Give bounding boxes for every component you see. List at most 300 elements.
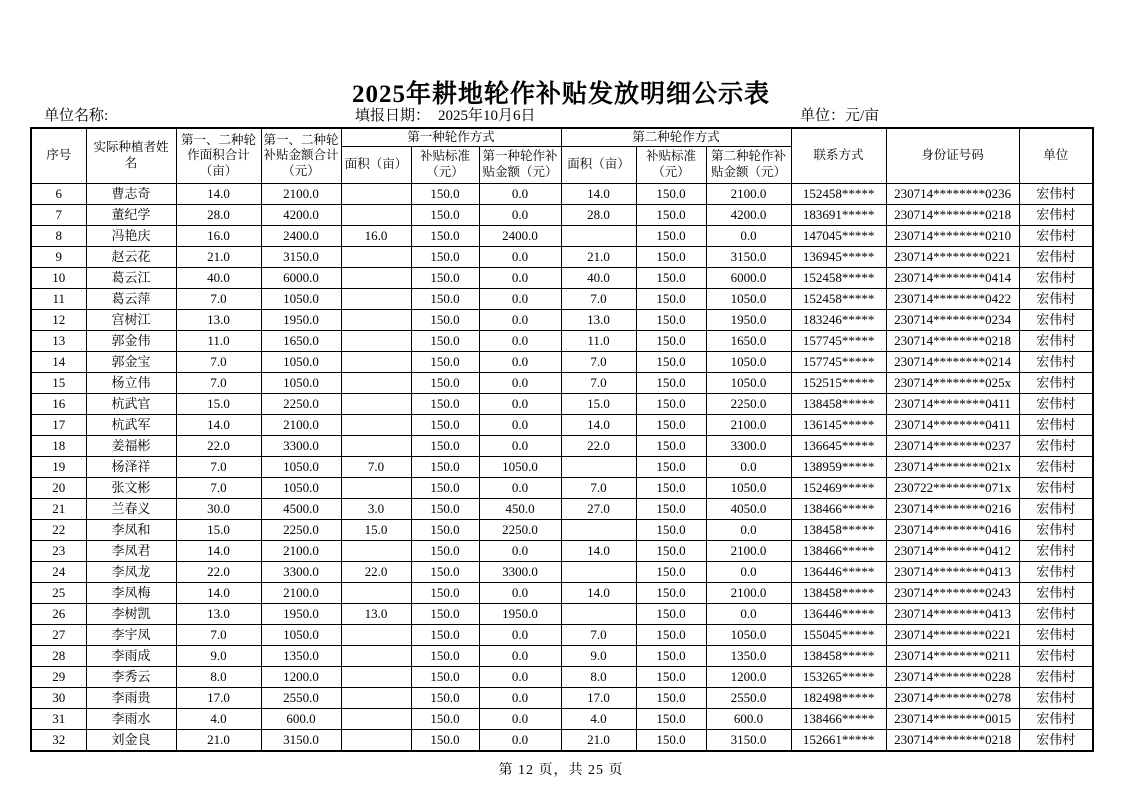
cell-unit: 宏伟村: [1019, 520, 1093, 541]
cell-area-total: 13.0: [176, 604, 261, 625]
cell-id-number: 230714********0015: [886, 709, 1019, 730]
cell-name: 宫树江: [86, 310, 176, 331]
cell-contact: 157745*****: [791, 331, 886, 352]
cell-r1-area: [341, 247, 411, 268]
cell-r2-area: 14.0: [561, 583, 636, 604]
cell-name: 冯艳庆: [86, 226, 176, 247]
cell-r2-amount: 4200.0: [706, 205, 791, 226]
cell-contact: 138458*****: [791, 520, 886, 541]
cell-r1-amount: 0.0: [479, 478, 561, 499]
cell-amount-total: 1050.0: [261, 625, 341, 646]
cell-r2-amount: 3150.0: [706, 730, 791, 752]
col-header-r1-amount: 第一种轮作补贴金额（元）: [479, 147, 561, 184]
cell-r2-standard: 150.0: [636, 184, 706, 205]
cell-id-number: 230714********0214: [886, 352, 1019, 373]
cell-area-total: 28.0: [176, 205, 261, 226]
cell-contact: 152458*****: [791, 268, 886, 289]
cell-unit: 宏伟村: [1019, 499, 1093, 520]
cell-area-total: 14.0: [176, 184, 261, 205]
cell-id-number: 230714********0221: [886, 247, 1019, 268]
cell-contact: 183246*****: [791, 310, 886, 331]
cell-r2-amount: 1950.0: [706, 310, 791, 331]
cell-r1-standard: 150.0: [411, 520, 479, 541]
table-row: [31, 730, 1093, 752]
cell-amount-total: 1350.0: [261, 646, 341, 667]
cell-amount-total: 2550.0: [261, 688, 341, 709]
cell-amount-total: 2100.0: [261, 415, 341, 436]
cell-name: 姜福彬: [86, 436, 176, 457]
cell-r1-area: [341, 667, 411, 688]
cell-r2-amount: 0.0: [706, 520, 791, 541]
cell-r1-area: [341, 184, 411, 205]
cell-amount-total: 1050.0: [261, 352, 341, 373]
cell-r1-standard: 150.0: [411, 541, 479, 562]
cell-unit: 宏伟村: [1019, 667, 1093, 688]
cell-r2-amount: 1200.0: [706, 667, 791, 688]
cell-serial: 31: [31, 709, 86, 730]
cell-r1-amount: 0.0: [479, 709, 561, 730]
cell-r2-amount: 6000.0: [706, 268, 791, 289]
table-row: [31, 667, 1093, 688]
cell-amount-total: 600.0: [261, 709, 341, 730]
cell-id-number: 230714********0416: [886, 520, 1019, 541]
cell-r1-amount: 0.0: [479, 205, 561, 226]
unit-name-label: 单位名称:: [44, 108, 109, 124]
cell-area-total: 8.0: [176, 667, 261, 688]
cell-r2-amount: 0.0: [706, 562, 791, 583]
cell-r1-area: 22.0: [341, 562, 411, 583]
cell-serial: 30: [31, 688, 86, 709]
cell-r2-area: [561, 226, 636, 247]
cell-r2-standard: 150.0: [636, 604, 706, 625]
table-row: [31, 247, 1093, 268]
cell-serial: 8: [31, 226, 86, 247]
cell-r2-amount: 2100.0: [706, 541, 791, 562]
cell-name: 李凤梅: [86, 583, 176, 604]
cell-contact: 138458*****: [791, 583, 886, 604]
cell-id-number: 230714********0413: [886, 604, 1019, 625]
cell-r1-area: [341, 730, 411, 752]
cell-serial: 24: [31, 562, 86, 583]
cell-name: 葛云江: [86, 268, 176, 289]
cell-area-total: 40.0: [176, 268, 261, 289]
cell-area-total: 17.0: [176, 688, 261, 709]
cell-id-number: 230714********0413: [886, 562, 1019, 583]
cell-r1-area: [341, 310, 411, 331]
cell-r2-area: 7.0: [561, 289, 636, 310]
table-row: [31, 478, 1093, 499]
cell-area-total: 15.0: [176, 394, 261, 415]
cell-r1-amount: 2250.0: [479, 520, 561, 541]
cell-contact: 138466*****: [791, 541, 886, 562]
cell-r2-standard: 150.0: [636, 289, 706, 310]
cell-contact: 153265*****: [791, 667, 886, 688]
cell-unit: 宏伟村: [1019, 688, 1093, 709]
table-header-row-1: [31, 128, 1093, 147]
cell-area-total: 14.0: [176, 583, 261, 604]
cell-r2-amount: 3300.0: [706, 436, 791, 457]
cell-amount-total: 6000.0: [261, 268, 341, 289]
cell-r2-amount: 1350.0: [706, 646, 791, 667]
cell-r2-standard: 150.0: [636, 352, 706, 373]
cell-r1-area: [341, 394, 411, 415]
cell-contact: 138458*****: [791, 646, 886, 667]
table-row: [31, 688, 1093, 709]
cell-area-total: 7.0: [176, 289, 261, 310]
cell-r1-standard: 150.0: [411, 730, 479, 752]
cell-r2-area: 7.0: [561, 352, 636, 373]
cell-r2-standard: 150.0: [636, 205, 706, 226]
report-date-label: 填报日期：: [355, 108, 431, 124]
cell-id-number: 230714********0221: [886, 625, 1019, 646]
cell-area-total: 15.0: [176, 520, 261, 541]
table-row: [31, 625, 1093, 646]
cell-serial: 27: [31, 625, 86, 646]
cell-r2-standard: 150.0: [636, 268, 706, 289]
cell-r1-amount: 0.0: [479, 541, 561, 562]
subsidy-table: [30, 127, 1094, 752]
cell-contact: 138959*****: [791, 457, 886, 478]
cell-name: 李雨成: [86, 646, 176, 667]
cell-serial: 26: [31, 604, 86, 625]
cell-r1-amount: 1950.0: [479, 604, 561, 625]
cell-r2-standard: 150.0: [636, 499, 706, 520]
cell-contact: 152469*****: [791, 478, 886, 499]
cell-serial: 17: [31, 415, 86, 436]
cell-serial: 6: [31, 184, 86, 205]
cell-r1-standard: 150.0: [411, 709, 479, 730]
cell-r1-amount: 1050.0: [479, 457, 561, 478]
cell-r2-area: 11.0: [561, 331, 636, 352]
cell-r1-area: 7.0: [341, 457, 411, 478]
cell-r1-amount: 0.0: [479, 289, 561, 310]
cell-r1-standard: 150.0: [411, 310, 479, 331]
cell-r1-amount: 0.0: [479, 730, 561, 752]
cell-contact: 152458*****: [791, 184, 886, 205]
cell-area-total: 14.0: [176, 541, 261, 562]
cell-unit: 宏伟村: [1019, 541, 1093, 562]
col-header-id-number: 身份证号码: [886, 128, 1019, 184]
cell-name: 郭金宝: [86, 352, 176, 373]
cell-amount-total: 1950.0: [261, 310, 341, 331]
cell-r1-amount: 0.0: [479, 268, 561, 289]
cell-id-number: 230722********071x: [886, 478, 1019, 499]
cell-r1-area: [341, 583, 411, 604]
cell-serial: 28: [31, 646, 86, 667]
cell-id-number: 230714********0278: [886, 688, 1019, 709]
cell-unit: 宏伟村: [1019, 415, 1093, 436]
cell-id-number: 230714********025x: [886, 373, 1019, 394]
cell-r2-area: 14.0: [561, 541, 636, 562]
cell-serial: 20: [31, 478, 86, 499]
cell-id-number: 230714********0218: [886, 331, 1019, 352]
cell-r1-standard: 150.0: [411, 562, 479, 583]
col-header-rotation2-group: 第二种轮作方式: [561, 128, 791, 147]
cell-amount-total: 2100.0: [261, 541, 341, 562]
cell-name: 李凤龙: [86, 562, 176, 583]
cell-r1-standard: 150.0: [411, 184, 479, 205]
cell-contact: 138466*****: [791, 499, 886, 520]
cell-r1-amount: 0.0: [479, 394, 561, 415]
cell-serial: 9: [31, 247, 86, 268]
cell-amount-total: 3150.0: [261, 730, 341, 752]
cell-r2-standard: 150.0: [636, 541, 706, 562]
cell-r1-area: 15.0: [341, 520, 411, 541]
cell-r1-standard: 150.0: [411, 226, 479, 247]
page-title: 2025年耕地轮作补贴发放明细公示表: [351, 81, 770, 108]
cell-unit: 宏伟村: [1019, 268, 1093, 289]
cell-name: 曹志奇: [86, 184, 176, 205]
cell-r1-area: [341, 205, 411, 226]
cell-r2-amount: 600.0: [706, 709, 791, 730]
cell-unit: 宏伟村: [1019, 352, 1093, 373]
cell-id-number: 230714********0237: [886, 436, 1019, 457]
cell-unit: 宏伟村: [1019, 436, 1093, 457]
cell-id-number: 230714********0414: [886, 268, 1019, 289]
cell-r1-standard: 150.0: [411, 667, 479, 688]
cell-amount-total: 2400.0: [261, 226, 341, 247]
cell-r2-amount: 2100.0: [706, 583, 791, 604]
cell-r2-area: [561, 457, 636, 478]
cell-r2-amount: 0.0: [706, 457, 791, 478]
cell-id-number: 230714********0216: [886, 499, 1019, 520]
cell-area-total: 7.0: [176, 457, 261, 478]
cell-serial: 7: [31, 205, 86, 226]
cell-name: 董纪学: [86, 205, 176, 226]
cell-r2-amount: 1050.0: [706, 373, 791, 394]
cell-name: 葛云萍: [86, 289, 176, 310]
cell-r1-area: 13.0: [341, 604, 411, 625]
cell-r2-standard: 150.0: [636, 646, 706, 667]
cell-amount-total: 1050.0: [261, 289, 341, 310]
cell-unit: 宏伟村: [1019, 457, 1093, 478]
cell-r2-amount: 3150.0: [706, 247, 791, 268]
cell-r1-area: [341, 373, 411, 394]
cell-id-number: 230714********0411: [886, 394, 1019, 415]
cell-r1-standard: 150.0: [411, 352, 479, 373]
cell-serial: 22: [31, 520, 86, 541]
page-footer: 第 12 页，共 25 页: [498, 763, 624, 778]
cell-r2-area: 17.0: [561, 688, 636, 709]
cell-r2-amount: 4050.0: [706, 499, 791, 520]
cell-r1-standard: 150.0: [411, 478, 479, 499]
cell-r2-standard: 150.0: [636, 688, 706, 709]
cell-r2-standard: 150.0: [636, 730, 706, 752]
cell-r1-standard: 150.0: [411, 268, 479, 289]
cell-id-number: 230714********0218: [886, 205, 1019, 226]
col-header-serial: 序号: [31, 128, 86, 184]
cell-amount-total: 1200.0: [261, 667, 341, 688]
cell-unit: 宏伟村: [1019, 730, 1093, 752]
col-header-r2-area: 面积（亩）: [561, 147, 636, 184]
cell-r1-standard: 150.0: [411, 499, 479, 520]
cell-r2-area: 22.0: [561, 436, 636, 457]
cell-amount-total: 4500.0: [261, 499, 341, 520]
cell-area-total: 9.0: [176, 646, 261, 667]
cell-amount-total: 1650.0: [261, 331, 341, 352]
cell-r1-amount: 0.0: [479, 373, 561, 394]
cell-contact: 157745*****: [791, 352, 886, 373]
cell-amount-total: 1050.0: [261, 457, 341, 478]
cell-name: 李秀云: [86, 667, 176, 688]
cell-area-total: 4.0: [176, 709, 261, 730]
cell-r2-standard: 150.0: [636, 394, 706, 415]
cell-unit: 宏伟村: [1019, 625, 1093, 646]
cell-serial: 23: [31, 541, 86, 562]
cell-id-number: 230714********0236: [886, 184, 1019, 205]
cell-name: 李雨水: [86, 709, 176, 730]
cell-id-number: 230714********0228: [886, 667, 1019, 688]
cell-area-total: 13.0: [176, 310, 261, 331]
cell-r1-area: [341, 352, 411, 373]
cell-r1-amount: 450.0: [479, 499, 561, 520]
cell-r1-amount: 0.0: [479, 310, 561, 331]
cell-r1-area: [341, 436, 411, 457]
cell-area-total: 21.0: [176, 730, 261, 752]
cell-r2-amount: 0.0: [706, 604, 791, 625]
cell-r2-standard: 150.0: [636, 583, 706, 604]
cell-contact: 136945*****: [791, 247, 886, 268]
cell-amount-total: 2100.0: [261, 583, 341, 604]
cell-r1-standard: 150.0: [411, 415, 479, 436]
cell-r2-standard: 150.0: [636, 478, 706, 499]
cell-r1-standard: 150.0: [411, 646, 479, 667]
cell-name: 杭武官: [86, 394, 176, 415]
cell-area-total: 7.0: [176, 373, 261, 394]
cell-serial: 10: [31, 268, 86, 289]
cell-contact: 147045*****: [791, 226, 886, 247]
cell-unit: 宏伟村: [1019, 604, 1093, 625]
cell-r2-amount: 1050.0: [706, 478, 791, 499]
cell-contact: 138458*****: [791, 394, 886, 415]
cell-r1-area: [341, 331, 411, 352]
cell-r1-amount: 0.0: [479, 436, 561, 457]
cell-contact: 138466*****: [791, 709, 886, 730]
cell-r1-standard: 150.0: [411, 625, 479, 646]
cell-r1-standard: 150.0: [411, 604, 479, 625]
cell-area-total: 16.0: [176, 226, 261, 247]
cell-contact: 152515*****: [791, 373, 886, 394]
cell-unit: 宏伟村: [1019, 478, 1093, 499]
cell-name: 李雨贵: [86, 688, 176, 709]
cell-contact: 136446*****: [791, 604, 886, 625]
table-row: [31, 604, 1093, 625]
table-row: [31, 709, 1093, 730]
table-row: [31, 268, 1093, 289]
table-row: [31, 331, 1093, 352]
cell-name: 李树凯: [86, 604, 176, 625]
cell-r2-area: 21.0: [561, 730, 636, 752]
cell-name: 杭武军: [86, 415, 176, 436]
cell-amount-total: 2250.0: [261, 520, 341, 541]
cell-r2-area: 28.0: [561, 205, 636, 226]
cell-id-number: 230714********0210: [886, 226, 1019, 247]
col-header-unit: 单位: [1019, 128, 1093, 184]
table-row: [31, 520, 1093, 541]
cell-name: 兰春义: [86, 499, 176, 520]
cell-r2-area: 13.0: [561, 310, 636, 331]
cell-r1-amount: 0.0: [479, 184, 561, 205]
cell-serial: 32: [31, 730, 86, 752]
table-row: [31, 583, 1093, 604]
cell-area-total: 22.0: [176, 436, 261, 457]
cell-contact: 182498*****: [791, 688, 886, 709]
cell-serial: 16: [31, 394, 86, 415]
cell-unit: 宏伟村: [1019, 583, 1093, 604]
cell-r2-area: 9.0: [561, 646, 636, 667]
cell-r2-area: [561, 520, 636, 541]
cell-r1-standard: 150.0: [411, 436, 479, 457]
col-header-r2-amount: 第二种轮作补贴金额（元）: [706, 147, 791, 184]
cell-amount-total: 2250.0: [261, 394, 341, 415]
cell-name: 刘金良: [86, 730, 176, 752]
cell-contact: 152458*****: [791, 289, 886, 310]
cell-area-total: 11.0: [176, 331, 261, 352]
cell-r1-area: [341, 541, 411, 562]
cell-area-total: 14.0: [176, 415, 261, 436]
cell-r1-standard: 150.0: [411, 583, 479, 604]
cell-serial: 14: [31, 352, 86, 373]
cell-r1-area: [341, 478, 411, 499]
cell-id-number: 230714********0234: [886, 310, 1019, 331]
col-header-amount-total: 第一、二种轮补贴金额合计（元）: [261, 128, 341, 184]
cell-r2-standard: 150.0: [636, 415, 706, 436]
cell-r1-amount: 0.0: [479, 646, 561, 667]
cell-r2-area: 14.0: [561, 415, 636, 436]
table-row: [31, 457, 1093, 478]
cell-r1-amount: 0.0: [479, 625, 561, 646]
table-row: [31, 394, 1093, 415]
cell-r2-area: [561, 562, 636, 583]
cell-r1-amount: 2400.0: [479, 226, 561, 247]
cell-r1-standard: 150.0: [411, 373, 479, 394]
table-row: [31, 499, 1093, 520]
cell-name: 郭金伟: [86, 331, 176, 352]
cell-contact: 155045*****: [791, 625, 886, 646]
cell-unit: 宏伟村: [1019, 205, 1093, 226]
cell-name: 李宇凤: [86, 625, 176, 646]
cell-r1-area: [341, 646, 411, 667]
cell-name: 李凤和: [86, 520, 176, 541]
table-row: [31, 541, 1093, 562]
col-header-name: 实际种植者姓名: [86, 128, 176, 184]
cell-r1-standard: 150.0: [411, 247, 479, 268]
cell-name: 杨立伟: [86, 373, 176, 394]
cell-r1-amount: 0.0: [479, 331, 561, 352]
cell-r2-amount: 1050.0: [706, 352, 791, 373]
unit-label: 单位：元/亩: [800, 108, 880, 124]
cell-id-number: 230714********0412: [886, 541, 1019, 562]
cell-r2-area: 7.0: [561, 373, 636, 394]
cell-unit: 宏伟村: [1019, 709, 1093, 730]
cell-unit: 宏伟村: [1019, 184, 1093, 205]
table-row: [31, 226, 1093, 247]
cell-r2-standard: 150.0: [636, 625, 706, 646]
cell-amount-total: 3150.0: [261, 247, 341, 268]
cell-unit: 宏伟村: [1019, 562, 1093, 583]
cell-contact: 136145*****: [791, 415, 886, 436]
cell-r2-area: 7.0: [561, 478, 636, 499]
cell-serial: 29: [31, 667, 86, 688]
cell-name: 赵云花: [86, 247, 176, 268]
cell-r2-area: 7.0: [561, 625, 636, 646]
cell-r2-standard: 150.0: [636, 562, 706, 583]
cell-serial: 18: [31, 436, 86, 457]
info-row: [30, 104, 1092, 126]
cell-r1-amount: 0.0: [479, 583, 561, 604]
cell-r2-amount: 2250.0: [706, 394, 791, 415]
cell-serial: 15: [31, 373, 86, 394]
